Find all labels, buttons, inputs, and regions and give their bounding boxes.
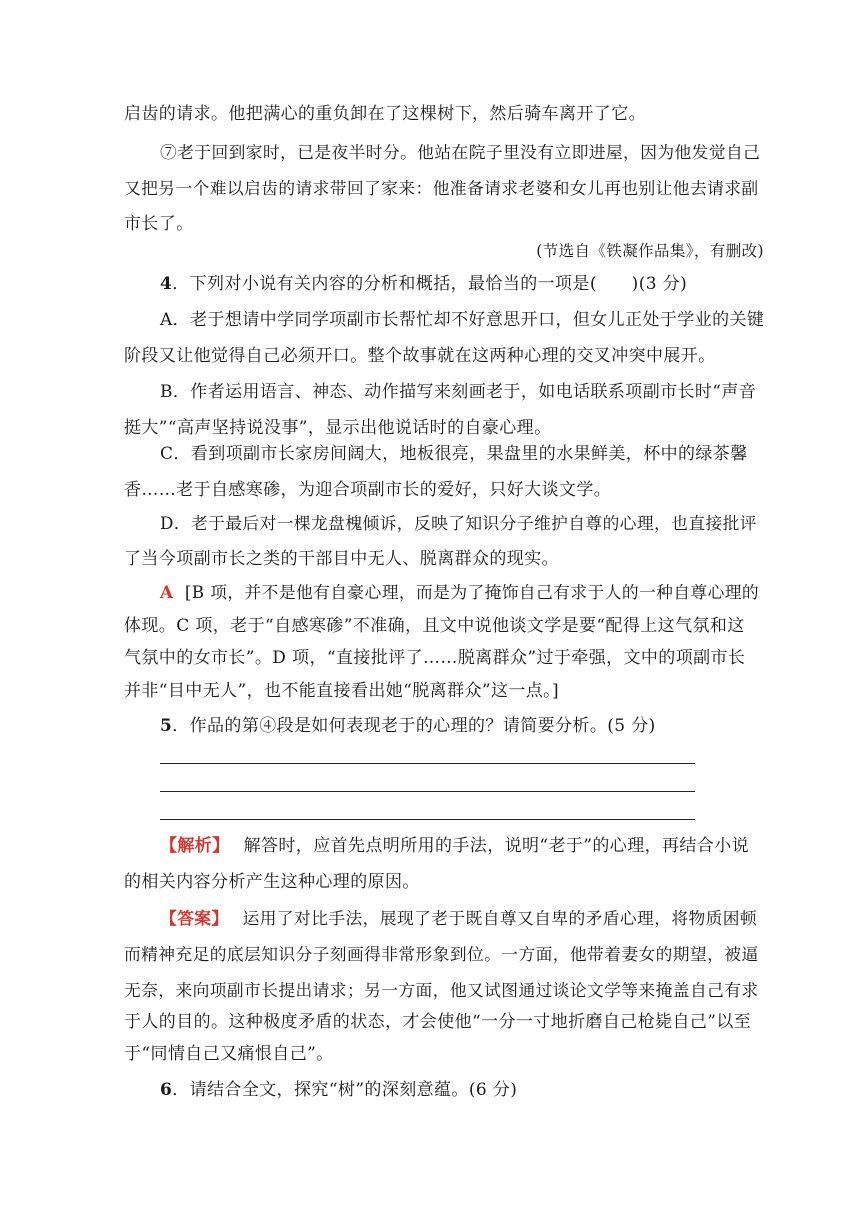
question-5-analysis-line-1 — [160, 835, 764, 857]
question-5-answer-line-2: 而精神充足的底层知识分子刻画得非常形象到位。一方面，他带着妻女的期望，被逼 — [124, 944, 759, 964]
question-6-stem: ．请结合全文，探究“树”的深刻意蕴。(6 分) — [172, 1080, 518, 1100]
paragraph-7-line-2: 又把另一个难以启齿的请求带回了家来：他准备请求老婆和女儿再也别让他去请求副 — [124, 178, 759, 198]
answer-blank-line[interactable] — [160, 819, 695, 820]
analysis-tag: 【解析】 — [160, 836, 230, 856]
question-4-answer-letter: A — [160, 582, 174, 602]
question-5 — [160, 715, 764, 737]
option-a-line-1: A．老于想请中学同学项副市长帮忙却不好意思开口，但女儿正处于学业的关键 — [160, 310, 765, 330]
question-5-answer-line-1 — [160, 907, 764, 929]
question-5-answer-line-3: 无奈，来向项副市长提出请求；另一方面，他又试图通过谈论文学等来掩盖自己有求 — [124, 980, 759, 1000]
question-4-explanation-line-2: 体现。C 项，老于“自感寒碜”不准确，且文中说他谈文学是要“配得上这气氛和这 — [124, 616, 745, 636]
option-b-line-1: B．作者运用语言、神态、动作描写来刻画老于，如电话联系项副市长时“声音 — [160, 382, 757, 402]
question-5-stem: ．作品的第④段是如何表现老于的心理的？请简要分析。(5 分) — [172, 716, 656, 736]
option-c-line-1: C．看到项副市长家房间阔大，地板很亮，果盘里的水果鲜美，杯中的绿茶馨 — [160, 444, 748, 464]
question-4-explanation-text: [B 项，并不是他有自豪心理，而是为了掩饰自己有求于人的一种自尊心理的 — [184, 582, 760, 602]
question-6-number: 6 — [160, 1080, 173, 1100]
paragraph-7-line-1: ⑦老于回到家时，已是夜半时分。他站在院子里没有立即进屋，因为他发觉自己 — [160, 142, 761, 162]
question-5-analysis-line-2: 的相关内容分析产生这种心理的原因。 — [124, 872, 420, 892]
question-4 — [160, 273, 764, 295]
answer-blank-line[interactable] — [160, 763, 695, 764]
question-4-explanation-line-1 — [160, 581, 764, 603]
option-b-line-2: 挺大”“高声坚持说没事”，显示出他说话时的自豪心理。 — [124, 418, 552, 438]
paragraph-7-line-3: 市长了。 — [124, 214, 194, 234]
option-d-line-1: D．老于最后对一棵龙盘槐倾诉，反映了知识分子维护自尊的心理，也直接批评 — [160, 513, 757, 533]
option-d-line-2: 了当今项副市长之类的干部目中无人、脱离群众的现实。 — [124, 549, 559, 569]
analysis-text: 解答时，应首先点明所用的手法，说明“老于”的心理，再结合小说 — [243, 836, 749, 856]
source-note: (节选自《铁凝作品集》，有删改) — [536, 242, 764, 260]
answer-blank-line[interactable] — [160, 791, 695, 792]
question-5-answer-line-4: 于人的目的。这种极度矛盾的状态，才会使他“一分一寸地折磨自己枪毙自己”以至 — [124, 1012, 752, 1032]
paragraph-6-tail: 启齿的请求。他把满心的重负卸在了这棵树下，然后骑车离开了它。 — [124, 104, 646, 124]
question-5-answer-line-5: 于“同情自己又痛恨自己”。 — [124, 1044, 334, 1064]
question-4-explanation-line-3: 气氛中的女市长”。D 项，“直接批评了……脱离群众”过于牵强，文中的项副市长 — [124, 648, 746, 668]
option-c-line-2: 香……老于自感寒碜，为迎合项副市长的爱好，只好大谈文学。 — [124, 480, 612, 500]
question-4-explanation-line-4: 并非“目中无人”，也不能直接看出她“脱离群众”这一点。] — [124, 681, 560, 701]
question-6 — [160, 1079, 764, 1101]
question-5-number: 5 — [160, 716, 173, 736]
question-4-stem: ．下列对小说有关内容的分析和概括，最恰当的一项是( )(3 分) — [172, 274, 688, 294]
answer-tag: 【答案】 — [160, 908, 229, 928]
answer-text: 运用了对比手法，展现了老于既自尊又自卑的矛盾心理，将物质困顿 — [242, 908, 758, 928]
option-a-line-2: 阶段又让他觉得自己必须开口。整个故事就在这两种心理的交叉冲突中展开。 — [124, 346, 716, 366]
question-4-number: 4 — [160, 274, 173, 294]
